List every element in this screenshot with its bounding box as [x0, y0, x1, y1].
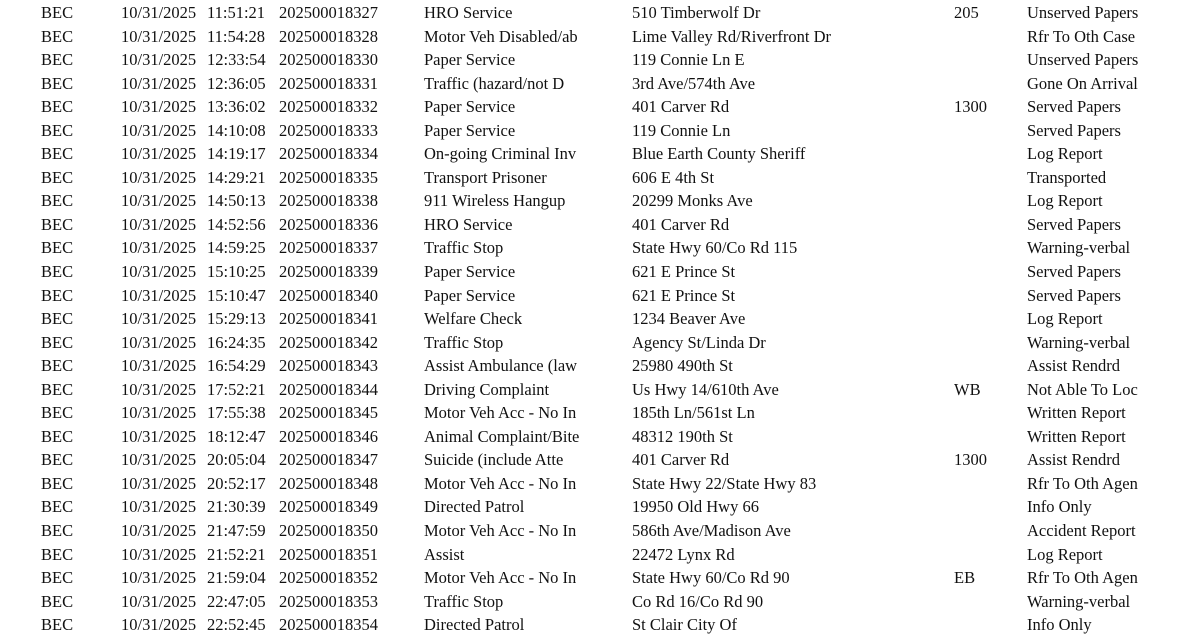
- disposition-cell: Log Report: [1027, 191, 1103, 211]
- disposition-cell: Log Report: [1027, 544, 1103, 564]
- incident-type-cell: Paper Service: [424, 50, 516, 70]
- table-row: [0, 425, 1200, 449]
- date-cell: 10/31/2025: [121, 3, 197, 22]
- address-cell: 185th Ln/561st Ln: [632, 403, 755, 423]
- incident-type-cell: Traffic Stop: [424, 238, 504, 258]
- table-row: [0, 495, 1200, 519]
- incident-type-cell: Animal Complaint/Bite: [424, 426, 580, 446]
- time-cell: 12:33:54: [207, 50, 266, 70]
- address-cell: Co Rd 16/Co Rd 90: [632, 591, 764, 611]
- disposition-cell: Assist Rendrd: [1027, 356, 1121, 376]
- case-number-cell: 202500018339: [279, 262, 378, 282]
- case-number-cell: 202500018353: [279, 591, 378, 611]
- table-row: [0, 95, 1200, 119]
- address-cell: 48312 190th St: [632, 426, 733, 446]
- disposition-cell: Assist Rendrd: [1027, 450, 1121, 470]
- disposition-cell: Served Papers: [1027, 262, 1121, 282]
- case-number-cell: 202500018331: [279, 73, 378, 93]
- time-cell: 17:52:21: [207, 379, 266, 399]
- date-cell: 10/31/2025: [121, 120, 197, 140]
- address-cell: Lime Valley Rd/Riverfront Dr: [632, 26, 832, 46]
- agency-cell: BEC: [41, 591, 74, 611]
- table-row: [0, 119, 1200, 143]
- agency-cell: BEC: [41, 167, 74, 187]
- incident-log: [0, 1, 1200, 637]
- incident-type-cell: 911 Wireless Hangup: [424, 191, 566, 211]
- incident-type-cell: Assist Ambulance (law: [424, 356, 578, 376]
- date-cell: 10/31/2025: [121, 497, 197, 517]
- date-cell: 10/31/2025: [121, 403, 197, 423]
- agency-cell: BEC: [41, 3, 74, 22]
- table-row: [0, 354, 1200, 378]
- time-cell: 16:54:29: [207, 356, 266, 376]
- address-cell: 20299 Monks Ave: [632, 191, 753, 211]
- table-row: [0, 213, 1200, 237]
- agency-cell: BEC: [41, 309, 74, 329]
- disposition-cell: Served Papers: [1027, 120, 1121, 140]
- address-cell: 401 Carver Rd: [632, 214, 730, 234]
- disposition-cell: Gone On Arrival: [1027, 73, 1138, 93]
- disposition-cell: Accident Report: [1027, 521, 1136, 541]
- case-number-cell: 202500018338: [279, 191, 378, 211]
- address-cell: 22472 Lynx Rd: [632, 544, 735, 564]
- time-cell: 20:05:04: [207, 450, 266, 470]
- address-cell: 25980 490th St: [632, 356, 733, 376]
- case-number-cell: 202500018342: [279, 332, 378, 352]
- time-cell: 11:54:28: [207, 26, 266, 46]
- case-number-cell: 202500018341: [279, 309, 378, 329]
- location-detail-cell: 205: [954, 3, 979, 22]
- table-row: [0, 378, 1200, 402]
- date-cell: 10/31/2025: [121, 591, 197, 611]
- location-detail-cell: EB: [954, 568, 976, 588]
- case-number-cell: 202500018340: [279, 285, 378, 305]
- date-cell: 10/31/2025: [121, 97, 197, 117]
- disposition-cell: Not Able To Loc: [1027, 379, 1138, 399]
- time-cell: 21:52:21: [207, 544, 266, 564]
- agency-cell: BEC: [41, 120, 74, 140]
- time-cell: 14:50:13: [207, 191, 266, 211]
- agency-cell: BEC: [41, 356, 74, 376]
- time-cell: 22:52:45: [207, 615, 266, 635]
- agency-cell: BEC: [41, 450, 74, 470]
- case-number-cell: 202500018327: [279, 3, 378, 22]
- incident-type-cell: Motor Veh Disabled/ab: [424, 26, 578, 46]
- disposition-cell: Info Only: [1027, 615, 1092, 635]
- address-cell: Us Hwy 14/610th Ave: [632, 379, 779, 399]
- agency-cell: BEC: [41, 403, 74, 423]
- address-cell: Blue Earth County Sheriff: [632, 144, 806, 164]
- table-row: [0, 72, 1200, 96]
- time-cell: 22:47:05: [207, 591, 266, 611]
- address-cell: State Hwy 60/Co Rd 115: [632, 238, 798, 258]
- incident-type-cell: Motor Veh Acc - No In: [424, 521, 577, 541]
- table-row: [0, 613, 1200, 637]
- case-number-cell: 202500018352: [279, 568, 378, 588]
- case-number-cell: 202500018330: [279, 50, 378, 70]
- disposition-cell: Served Papers: [1027, 97, 1121, 117]
- disposition-cell: Info Only: [1027, 497, 1092, 517]
- time-cell: 15:29:13: [207, 309, 266, 329]
- date-cell: 10/31/2025: [121, 615, 197, 635]
- date-cell: 10/31/2025: [121, 450, 197, 470]
- table-row: [0, 331, 1200, 355]
- agency-cell: BEC: [41, 214, 74, 234]
- incident-type-cell: HRO Service: [424, 214, 513, 234]
- incident-type-cell: Traffic (hazard/not D: [424, 73, 565, 93]
- agency-cell: BEC: [41, 50, 74, 70]
- table-row: [0, 1, 1200, 25]
- date-cell: 10/31/2025: [121, 521, 197, 541]
- address-cell: State Hwy 60/Co Rd 90: [632, 568, 790, 588]
- case-number-cell: 202500018336: [279, 214, 378, 234]
- time-cell: 14:29:21: [207, 167, 266, 187]
- time-cell: 14:52:56: [207, 214, 266, 234]
- agency-cell: BEC: [41, 73, 74, 93]
- incident-type-cell: Directed Patrol: [424, 615, 525, 635]
- agency-cell: BEC: [41, 379, 74, 399]
- agency-cell: BEC: [41, 144, 74, 164]
- table-row: [0, 307, 1200, 331]
- time-cell: 12:36:05: [207, 73, 266, 93]
- disposition-cell: Served Papers: [1027, 285, 1121, 305]
- time-cell: 15:10:25: [207, 262, 266, 282]
- time-cell: 13:36:02: [207, 97, 266, 117]
- address-cell: Agency St/Linda Dr: [632, 332, 766, 352]
- table-row: [0, 189, 1200, 213]
- address-cell: 621 E Prince St: [632, 285, 736, 305]
- date-cell: 10/31/2025: [121, 544, 197, 564]
- disposition-cell: Unserved Papers: [1027, 50, 1139, 70]
- case-number-cell: 202500018351: [279, 544, 378, 564]
- table-row: [0, 260, 1200, 284]
- case-number-cell: 202500018346: [279, 426, 378, 446]
- date-cell: 10/31/2025: [121, 379, 197, 399]
- date-cell: 10/31/2025: [121, 191, 197, 211]
- agency-cell: BEC: [41, 568, 74, 588]
- time-cell: 14:59:25: [207, 238, 266, 258]
- time-cell: 21:59:04: [207, 568, 266, 588]
- agency-cell: BEC: [41, 332, 74, 352]
- time-cell: 14:19:17: [207, 144, 266, 164]
- address-cell: State Hwy 22/State Hwy 83: [632, 473, 817, 493]
- address-cell: 3rd Ave/574th Ave: [632, 73, 756, 93]
- time-cell: 16:24:35: [207, 332, 266, 352]
- case-number-cell: 202500018328: [279, 26, 378, 46]
- incident-type-cell: On-going Criminal Inv: [424, 144, 577, 164]
- address-cell: 401 Carver Rd: [632, 450, 730, 470]
- agency-cell: BEC: [41, 426, 74, 446]
- incident-type-cell: Paper Service: [424, 262, 516, 282]
- disposition-cell: Written Report: [1027, 403, 1126, 423]
- date-cell: 10/31/2025: [121, 73, 197, 93]
- time-cell: 11:51:21: [207, 3, 266, 22]
- disposition-cell: Log Report: [1027, 309, 1103, 329]
- agency-cell: BEC: [41, 521, 74, 541]
- disposition-cell: Warning-verbal: [1027, 591, 1131, 611]
- table-row: [0, 519, 1200, 543]
- address-cell: 401 Carver Rd: [632, 97, 730, 117]
- disposition-cell: Rfr To Oth Agen: [1027, 568, 1138, 588]
- disposition-cell: Served Papers: [1027, 214, 1121, 234]
- time-cell: 15:10:47: [207, 285, 266, 305]
- table-row: [0, 166, 1200, 190]
- date-cell: 10/31/2025: [121, 144, 197, 164]
- address-cell: 119 Connie Ln E: [632, 50, 745, 70]
- date-cell: 10/31/2025: [121, 473, 197, 493]
- table-row: [0, 590, 1200, 614]
- disposition-cell: Warning-verbal: [1027, 332, 1131, 352]
- agency-cell: BEC: [41, 473, 74, 493]
- case-number-cell: 202500018335: [279, 167, 378, 187]
- time-cell: 21:30:39: [207, 497, 266, 517]
- incident-type-cell: Motor Veh Acc - No In: [424, 473, 577, 493]
- address-cell: 19950 Old Hwy 66: [632, 497, 759, 517]
- incident-type-cell: Driving Complaint: [424, 379, 550, 399]
- time-cell: 17:55:38: [207, 403, 266, 423]
- address-cell: 119 Connie Ln: [632, 120, 731, 140]
- incident-type-cell: Transport Prisoner: [424, 167, 547, 187]
- case-number-cell: 202500018337: [279, 238, 378, 258]
- incident-type-cell: Paper Service: [424, 285, 516, 305]
- table-row: [0, 25, 1200, 49]
- address-cell: 621 E Prince St: [632, 262, 736, 282]
- agency-cell: BEC: [41, 497, 74, 517]
- case-number-cell: 202500018345: [279, 403, 378, 423]
- agency-cell: BEC: [41, 544, 74, 564]
- table-row: [0, 48, 1200, 72]
- agency-cell: BEC: [41, 97, 74, 117]
- disposition-cell: Rfr To Oth Agen: [1027, 473, 1138, 493]
- incident-type-cell: Paper Service: [424, 97, 516, 117]
- case-number-cell: 202500018343: [279, 356, 378, 376]
- location-detail-cell: 1300: [954, 450, 987, 470]
- disposition-cell: Transported: [1027, 167, 1107, 187]
- table-row: [0, 566, 1200, 590]
- table-row: [0, 472, 1200, 496]
- case-number-cell: 202500018350: [279, 521, 378, 541]
- incident-type-cell: Suicide (include Atte: [424, 450, 564, 470]
- incident-type-cell: HRO Service: [424, 3, 513, 22]
- address-cell: 1234 Beaver Ave: [632, 309, 746, 329]
- table-row: [0, 543, 1200, 567]
- agency-cell: BEC: [41, 262, 74, 282]
- date-cell: 10/31/2025: [121, 426, 197, 446]
- case-number-cell: 202500018344: [279, 379, 378, 399]
- date-cell: 10/31/2025: [121, 309, 197, 329]
- date-cell: 10/31/2025: [121, 332, 197, 352]
- incident-type-cell: Motor Veh Acc - No In: [424, 568, 577, 588]
- agency-cell: BEC: [41, 615, 74, 635]
- date-cell: 10/31/2025: [121, 26, 197, 46]
- incident-type-cell: Paper Service: [424, 120, 516, 140]
- case-number-cell: 202500018347: [279, 450, 378, 470]
- address-cell: 586th Ave/Madison Ave: [632, 521, 791, 541]
- date-cell: 10/31/2025: [121, 262, 197, 282]
- incident-type-cell: Directed Patrol: [424, 497, 525, 517]
- table-row: [0, 142, 1200, 166]
- date-cell: 10/31/2025: [121, 214, 197, 234]
- agency-cell: BEC: [41, 285, 74, 305]
- time-cell: 21:47:59: [207, 521, 266, 541]
- location-detail-cell: WB: [954, 379, 981, 399]
- time-cell: 14:10:08: [207, 120, 266, 140]
- date-cell: 10/31/2025: [121, 50, 197, 70]
- incident-type-cell: Motor Veh Acc - No In: [424, 403, 577, 423]
- case-number-cell: 202500018354: [279, 615, 378, 635]
- incident-type-cell: Traffic Stop: [424, 332, 504, 352]
- address-cell: St Clair City Of: [632, 615, 737, 635]
- agency-cell: BEC: [41, 26, 74, 46]
- table-row: [0, 284, 1200, 308]
- table-row: [0, 448, 1200, 472]
- date-cell: 10/31/2025: [121, 356, 197, 376]
- location-detail-cell: 1300: [954, 97, 987, 117]
- disposition-cell: Warning-verbal: [1027, 238, 1131, 258]
- disposition-cell: Rfr To Oth Case: [1027, 26, 1136, 46]
- date-cell: 10/31/2025: [121, 568, 197, 588]
- case-number-cell: 202500018333: [279, 120, 378, 140]
- address-cell: 606 E 4th St: [632, 167, 715, 187]
- table-row: [0, 401, 1200, 425]
- table-row: [0, 236, 1200, 260]
- disposition-cell: Written Report: [1027, 426, 1126, 446]
- case-number-cell: 202500018334: [279, 144, 378, 164]
- address-cell: 510 Timberwolf Dr: [632, 3, 761, 22]
- disposition-cell: Unserved Papers: [1027, 3, 1139, 22]
- case-number-cell: 202500018348: [279, 473, 378, 493]
- disposition-cell: Log Report: [1027, 144, 1103, 164]
- agency-cell: BEC: [41, 191, 74, 211]
- incident-type-cell: Traffic Stop: [424, 591, 504, 611]
- case-number-cell: 202500018332: [279, 97, 378, 117]
- case-number-cell: 202500018349: [279, 497, 378, 517]
- date-cell: 10/31/2025: [121, 238, 197, 258]
- time-cell: 20:52:17: [207, 473, 266, 493]
- incident-type-cell: Welfare Check: [424, 309, 523, 329]
- date-cell: 10/31/2025: [121, 167, 197, 187]
- time-cell: 18:12:47: [207, 426, 266, 446]
- agency-cell: BEC: [41, 238, 74, 258]
- incident-type-cell: Assist: [424, 544, 465, 564]
- date-cell: 10/31/2025: [121, 285, 197, 305]
